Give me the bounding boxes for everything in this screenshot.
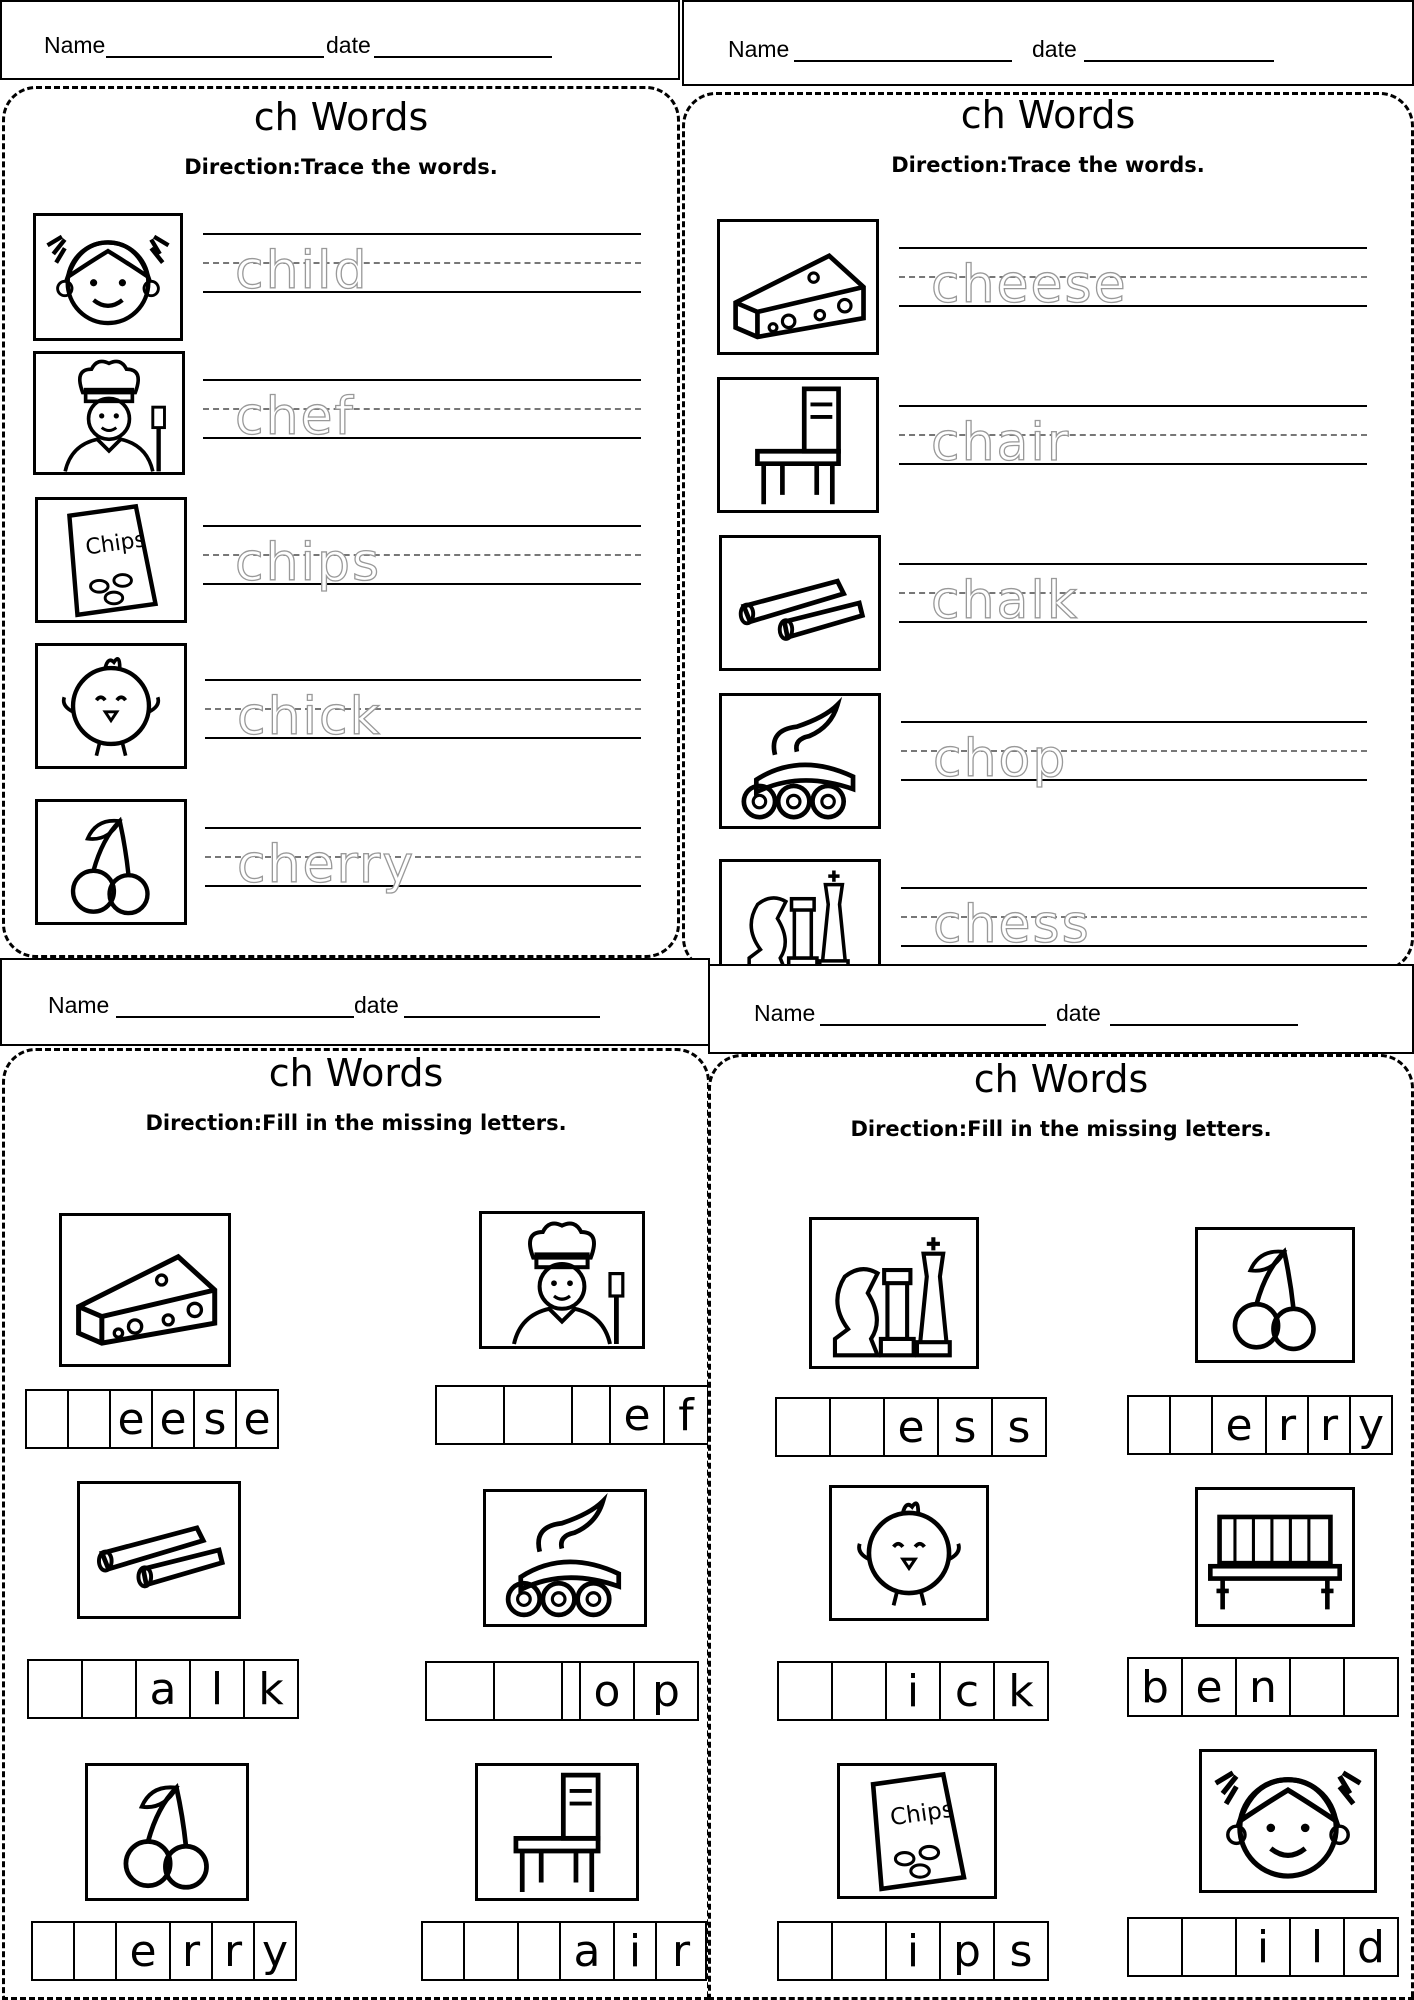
letter-box: l — [189, 1659, 245, 1719]
sheet-title: ch Words — [268, 1051, 444, 1095]
date-line[interactable] — [404, 1016, 600, 1018]
letter-boxes-cherry[interactable] — [31, 1921, 297, 1981]
bench-icon — [1198, 1490, 1352, 1624]
trace-word: cherry — [237, 835, 416, 895]
chalk-picture — [77, 1481, 241, 1619]
name-date-box-bottom-left — [0, 958, 710, 1046]
chess-picture — [809, 1217, 979, 1369]
child-picture — [1199, 1749, 1377, 1893]
letter-box: d — [1343, 1917, 1399, 1977]
letter-box[interactable] — [831, 1921, 887, 1981]
letter-box: y — [1349, 1395, 1393, 1455]
trace-line-chef[interactable] — [203, 379, 641, 447]
letter-box[interactable] — [425, 1661, 495, 1721]
letter-box: e — [609, 1385, 665, 1445]
date-label: date — [1032, 36, 1077, 62]
cherry-picture — [85, 1763, 249, 1901]
letter-box: y — [253, 1921, 297, 1981]
name-label: Name — [728, 36, 790, 62]
letter-box[interactable] — [1289, 1657, 1345, 1717]
letter-box: r — [655, 1921, 707, 1981]
letter-box[interactable] — [1181, 1917, 1237, 1977]
date-label: date — [354, 992, 399, 1018]
name-line[interactable] — [820, 1024, 1046, 1026]
letter-boxes-cherry[interactable] — [1127, 1395, 1393, 1455]
name-line[interactable] — [116, 1016, 354, 1018]
trace-word: chef — [235, 387, 355, 447]
bench-picture — [1195, 1487, 1355, 1627]
chef-icon — [482, 1214, 642, 1346]
letter-box: e — [235, 1389, 279, 1449]
letter-box[interactable] — [1127, 1917, 1183, 1977]
name-date-box-top-right — [682, 0, 1414, 86]
letter-box: k — [993, 1661, 1049, 1721]
child-icon — [1202, 1752, 1374, 1890]
trace-word: chair — [931, 413, 1071, 473]
letter-box: e — [1181, 1657, 1237, 1717]
chick-icon — [832, 1488, 986, 1618]
child-picture — [33, 213, 183, 341]
letter-box: s — [993, 1921, 1049, 1981]
name-date-box-top-left — [0, 0, 680, 80]
fill-panel-right — [708, 1054, 1414, 2000]
chips-icon — [840, 1766, 994, 1896]
trace-word: cheese — [931, 255, 1128, 315]
letter-box[interactable] — [27, 1659, 83, 1719]
date-label: date — [326, 32, 371, 58]
letter-box[interactable] — [67, 1389, 111, 1449]
letter-box: n — [1235, 1657, 1291, 1717]
sheet-direction: Direction:Fill in the missing letters. — [850, 1117, 1272, 1141]
letter-boxes-chick[interactable] — [777, 1661, 1049, 1721]
chick-picture — [829, 1485, 989, 1621]
trace-line-chop[interactable] — [901, 721, 1367, 789]
chop-picture — [719, 693, 881, 829]
chalk-icon — [80, 1484, 238, 1616]
letter-boxes-chalk[interactable] — [27, 1659, 299, 1719]
sheet-title: ch Words — [960, 93, 1136, 137]
letter-boxes-chop[interactable] — [425, 1661, 699, 1721]
name-line[interactable] — [106, 56, 324, 58]
letter-box: k — [243, 1659, 299, 1719]
letter-box: e — [883, 1397, 939, 1457]
chick-icon — [38, 646, 184, 766]
letter-box[interactable] — [777, 1661, 833, 1721]
trace-line-cherry[interactable] — [205, 827, 641, 895]
chair-picture — [475, 1763, 639, 1901]
letter-box: i — [1235, 1917, 1291, 1977]
cheese-icon — [62, 1216, 228, 1364]
date-line[interactable] — [1110, 1024, 1298, 1026]
letter-boxes-chips[interactable] — [777, 1921, 1049, 1981]
trace-line-cheese[interactable] — [899, 247, 1367, 315]
name-date-box-bottom-right — [708, 964, 1414, 1054]
cheese-picture — [59, 1213, 231, 1367]
letter-box[interactable] — [571, 1385, 611, 1445]
letter-box[interactable] — [463, 1921, 519, 1981]
chips-icon — [38, 500, 184, 620]
letter-box: c — [939, 1661, 995, 1721]
chop-icon — [722, 696, 878, 826]
letter-box[interactable] — [31, 1921, 75, 1981]
trace-word: chop — [933, 729, 1068, 789]
letter-box: p — [939, 1921, 995, 1981]
letter-box: e — [109, 1389, 153, 1449]
child-icon — [36, 216, 180, 338]
letter-box: b — [1127, 1657, 1183, 1717]
cheese-icon — [720, 222, 876, 352]
trace-panel-right — [682, 92, 1414, 972]
letter-box[interactable] — [73, 1921, 117, 1981]
trace-word: chick — [237, 687, 382, 747]
sheet-direction: Direction:Trace the words. — [184, 155, 498, 179]
letter-box: e — [115, 1921, 171, 1981]
letter-box: l — [1289, 1917, 1345, 1977]
letter-boxes-bench[interactable] — [1127, 1657, 1399, 1717]
sheet-title: ch Words — [973, 1057, 1149, 1101]
name-label: Name — [48, 992, 110, 1018]
trace-line-chick[interactable] — [205, 679, 641, 747]
letter-box: s — [991, 1397, 1047, 1457]
letter-boxes-cheese[interactable] — [25, 1389, 279, 1449]
letter-boxes-chess[interactable] — [775, 1397, 1047, 1457]
trace-word: child — [235, 241, 369, 301]
chick-picture — [35, 643, 187, 769]
letter-box: r — [1265, 1395, 1309, 1455]
chess-picture — [719, 859, 881, 975]
letter-boxes-child[interactable] — [1127, 1917, 1399, 1977]
letter-box: a — [559, 1921, 615, 1981]
name-label: Name — [44, 32, 106, 58]
trace-line-chips[interactable] — [203, 525, 641, 593]
letter-box[interactable] — [517, 1921, 561, 1981]
letter-box: o — [579, 1661, 635, 1721]
chop-icon — [486, 1492, 644, 1624]
letter-box: i — [885, 1921, 941, 1981]
chalk-icon — [722, 538, 878, 668]
cherry-icon — [38, 802, 184, 922]
letter-box: r — [169, 1921, 213, 1981]
cheese-picture — [717, 219, 879, 355]
letter-box: i — [885, 1661, 941, 1721]
letter-box[interactable] — [1343, 1657, 1399, 1717]
letter-boxes-chef[interactable] — [435, 1385, 709, 1445]
letter-box: e — [151, 1389, 195, 1449]
letter-box[interactable] — [81, 1659, 137, 1719]
letter-box[interactable] — [829, 1397, 885, 1457]
chair-icon — [478, 1766, 636, 1898]
sheet-direction: Direction:Trace the words. — [891, 153, 1205, 177]
letter-box[interactable] — [775, 1397, 831, 1457]
letter-box: e — [1211, 1395, 1267, 1455]
chips-picture — [35, 497, 187, 623]
letter-box[interactable] — [777, 1921, 833, 1981]
trace-panel-left — [2, 86, 680, 958]
trace-word: chips — [235, 533, 382, 593]
letter-box[interactable] — [1127, 1395, 1171, 1455]
trace-line-child[interactable] — [203, 233, 641, 301]
letter-box[interactable] — [831, 1661, 887, 1721]
date-line[interactable] — [1084, 60, 1274, 62]
cherry-picture — [1195, 1227, 1355, 1363]
letter-box[interactable] — [435, 1385, 505, 1445]
cherry-picture — [35, 799, 187, 925]
chair-picture — [717, 377, 879, 513]
name-line[interactable] — [794, 60, 1012, 62]
letter-box: r — [211, 1921, 255, 1981]
letter-box[interactable] — [561, 1661, 581, 1721]
trace-word: chess — [933, 895, 1091, 955]
name-label: Name — [754, 1000, 816, 1026]
chalk-picture — [719, 535, 881, 671]
sheet-direction: Direction:Fill in the missing letters. — [145, 1111, 567, 1135]
cherry-icon — [88, 1766, 246, 1898]
letter-box: f — [663, 1385, 709, 1445]
trace-line-chalk[interactable] — [899, 563, 1367, 631]
letter-box: a — [135, 1659, 191, 1719]
letter-box[interactable] — [493, 1661, 563, 1721]
letter-box: i — [613, 1921, 657, 1981]
fill-panel-left — [2, 1048, 710, 2000]
date-line[interactable] — [374, 56, 552, 58]
letter-box: s — [937, 1397, 993, 1457]
letter-box: p — [633, 1661, 699, 1721]
chess-icon — [722, 862, 878, 975]
letter-box[interactable] — [503, 1385, 573, 1445]
trace-line-chess[interactable] — [901, 887, 1367, 955]
chef-picture — [33, 351, 185, 475]
trace-word: chalk — [931, 571, 1079, 631]
letter-box[interactable] — [421, 1921, 465, 1981]
letter-box[interactable] — [25, 1389, 69, 1449]
letter-box: r — [1307, 1395, 1351, 1455]
trace-line-chair[interactable] — [899, 405, 1367, 473]
chips-picture — [837, 1763, 997, 1899]
chess-icon — [812, 1220, 976, 1366]
date-label: date — [1056, 1000, 1101, 1026]
chef-picture — [479, 1211, 645, 1349]
chair-icon — [720, 380, 876, 510]
letter-boxes-chair[interactable] — [421, 1921, 707, 1981]
letter-box[interactable] — [1169, 1395, 1213, 1455]
letter-box: s — [193, 1389, 237, 1449]
chef-icon — [36, 354, 182, 472]
chop-picture — [483, 1489, 647, 1627]
sheet-title: ch Words — [253, 95, 429, 139]
cherry-icon — [1198, 1230, 1352, 1360]
